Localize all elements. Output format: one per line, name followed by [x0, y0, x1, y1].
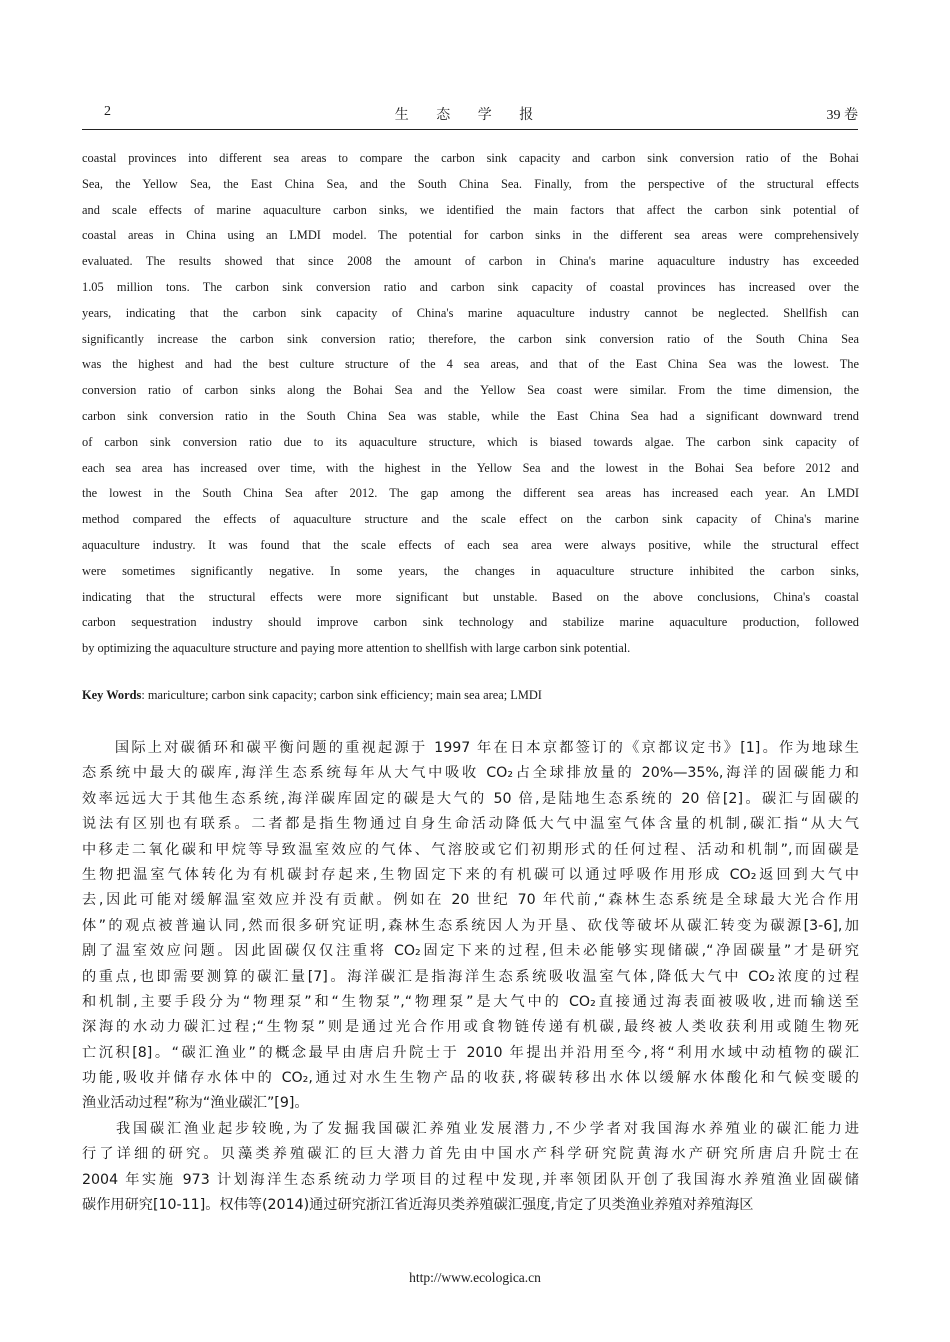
text-line: by optimizing the aquaculture structure and paying more attention to shellfish with large carbon sink potential.	[82, 641, 631, 656]
text-line: significantly increase the carbon sink conversion ratio; therefore, the carbon sink conversion ratio of the South China Sea	[82, 331, 859, 346]
text-line: 碳作用研究[10-11]。权伟等(2014)通过研究浙江省近海贝类养殖碳汇强度,肯定了贝类渔业养殖对养殖海区	[82, 1197, 754, 1214]
text-line: 的重点,也即需要测算的碳汇量[7]。海洋碳汇是指海洋生态系统吸收温室气体,降低大气中 CO₂浓度的过程	[82, 968, 859, 985]
text-line: 态系统中最大的碳库,海洋生态系统每年从大气中吸收 CO₂占全球排放量的 20%—35%,海洋的固碳能力和	[82, 765, 859, 782]
text-line: and scale effects of marine aquaculture carbon sinks, we identified the main factors that affect the carbon sink potential of	[82, 202, 859, 217]
text-line: 说法有区别也有联系。二者都是指生物通过自身生命活动降低大气中温室气体含量的机制,碳汇指“从大气	[82, 816, 859, 833]
text-line: years, indicating that the carbon sink capacity of China's marine aquaculture industry cannot be neglected. Shellfish can	[82, 305, 859, 320]
text-line: evaluated. The results showed that since 2008 the amount of carbon in China's marine aquaculture industry has exceeded	[82, 254, 859, 269]
text-line: 行了详细的研究。贝藻类养殖碳汇的巨大潜力首先由中国水产科学研究院黄海水产研究所唐启升院士在	[82, 1146, 859, 1163]
text-line: 亡沉积[8]。“碳汇渔业”的概念最早由唐启升院士于 2010 年提出并沿用至今,将“利用水域中动植物的碳汇	[82, 1044, 859, 1061]
text-line: 去,因此可能对缓解温室效应并没有贡献。例如在 20 世纪 70 年代前,“森林生态系统是全球最大光合作用	[82, 892, 859, 909]
running-header	[82, 104, 858, 126]
text-line: carbon sequestration industry should improve carbon sink technology and stabilize marine aquaculture production, followed	[82, 615, 859, 630]
journal-title: 生 态 学 报	[394, 108, 546, 123]
text-line: 渔业活动过程”称为“渔业碳汇”[9]。	[82, 1095, 309, 1112]
text-line: 深海的水动力碳汇过程;“生物泵”则是通过光合作用或食物链传递有机碳,最终被人类收获利用或随生物死	[82, 1019, 859, 1036]
keywords	[82, 688, 859, 703]
keywords-text: : mariculture; carbon sink capacity; carbon sink efficiency; main sea area; LMDI	[141, 688, 542, 702]
text-line: 1.05 million tons. The carbon sink conversion ratio and carbon sink capacity of coastal provinces has increased over the	[82, 279, 859, 294]
text-line: conversion ratio of carbon sinks along the Bohai Sea and the Yellow Sea coast were similar. From the time dimension, the	[82, 383, 859, 398]
text-line: 剧了温室效应问题。因此固碳仅仅注重将 CO₂固定下来的过程,但未必能够实现储碳,“净固碳量”才是研究	[82, 943, 859, 960]
text-line: was the highest and had the best culture structure of the 4 sea areas, and that of the East China Sea was the lowest. The	[82, 357, 859, 372]
footer-url[interactable]: http://www.ecologica.cn	[409, 1270, 541, 1285]
text-line: 功能,吸收并储存水体中的 CO₂,通过对水生生物产品的收获,将碳转移出水体以缓解水体酸化和气候变暖的	[82, 1070, 859, 1087]
keywords-label: Key Words	[82, 688, 142, 702]
text-line: 体”的观点被普遍认同,然而很多研究证明,森林生态系统因人为开垦、砍伐等破坏从碳汇转变为碳源[3-6],加	[82, 917, 859, 934]
volume-label: 39 卷	[826, 108, 858, 123]
text-line: aquaculture industry. It was found that the scale effects of each sea area were always positive, while the structural effect	[82, 537, 859, 552]
text-line: indicating that the structural effects were more significant but unstable. Based on the above conclusions, China's coastal	[82, 589, 859, 604]
text-line: carbon sink conversion ratio in the South China Sea was stable, while the East China Sea had a significant downward trend	[82, 408, 859, 423]
text-line: coastal areas in China using an LMDI model. The potential for carbon sinks in the different sea areas were comprehensively	[82, 228, 859, 243]
text-line: 国际上对碳循环和碳平衡问题的重视起源于 1997 年在日本京都签订的《京都议定书》[1]。作为地球生	[82, 740, 859, 756]
text-line: 我国碳汇渔业起步较晚,为了发掘我国碳汇养殖业发展潜力,不少学者对我国海水养殖业的碳汇能力进	[82, 1120, 859, 1137]
text-line: each sea area has increased over time, with the highest in the Yellow Sea and the lowest in the Bohai Sea before 2012 and	[82, 460, 859, 475]
text-line: of carbon sink conversion ratio due to its aquaculture structure, which is biased towards algae. The carbon sink capacity of	[82, 434, 859, 449]
text-line: the lowest in the South China Sea after 2012. The gap among the different sea areas has increased each year. An LMDI	[82, 486, 859, 501]
text-line: 效率远远大于其他生态系统,海洋碳库固定的碳是大气的 50 倍,是陆地生态系统的 20 倍[2]。碳汇与固碳的	[82, 790, 859, 807]
text-line: Sea, the Yellow Sea, the East China Sea, and the South China Sea. Finally, from the perspective of the structural effects	[82, 176, 859, 191]
english-abstract	[82, 146, 859, 662]
header-rule	[82, 129, 858, 130]
text-line: 中移走二氧化碳和甲烷等导致温室效应的气体、气溶胶或它们初期形式的任何过程、活动和机制”,而固碳是	[82, 841, 859, 858]
page-number: 2	[104, 104, 111, 119]
text-line: coastal provinces into different sea areas to compare the carbon sink capacity and carbon sink conversion ratio of the Bohai	[82, 151, 859, 165]
body-text	[82, 736, 859, 1218]
text-line: were sometimes significantly negative. In some years, the changes in aquaculture structure inhibited the carbon sinks,	[82, 563, 859, 578]
text-line: 生物把温室气体转化为有机碳封存起来,生物固定下来的有机碳可以通过呼吸作用形成 CO₂返回到大气中	[82, 866, 859, 883]
text-line: 2004 年实施 973 计划海洋生态系统动力学项目的过程中发现,并率领团队开创了我国海水养殖渔业固碳储	[82, 1171, 859, 1188]
text-line: method compared the effects of aquaculture structure and the scale effect on the carbon sink capacity of China's marine	[82, 512, 859, 527]
text-line: 和机制,主要手段分为“物理泵”和“生物泵”,“物理泵”是大气中的 CO₂直接通过海表面被吸收,进而输送至	[82, 993, 859, 1010]
